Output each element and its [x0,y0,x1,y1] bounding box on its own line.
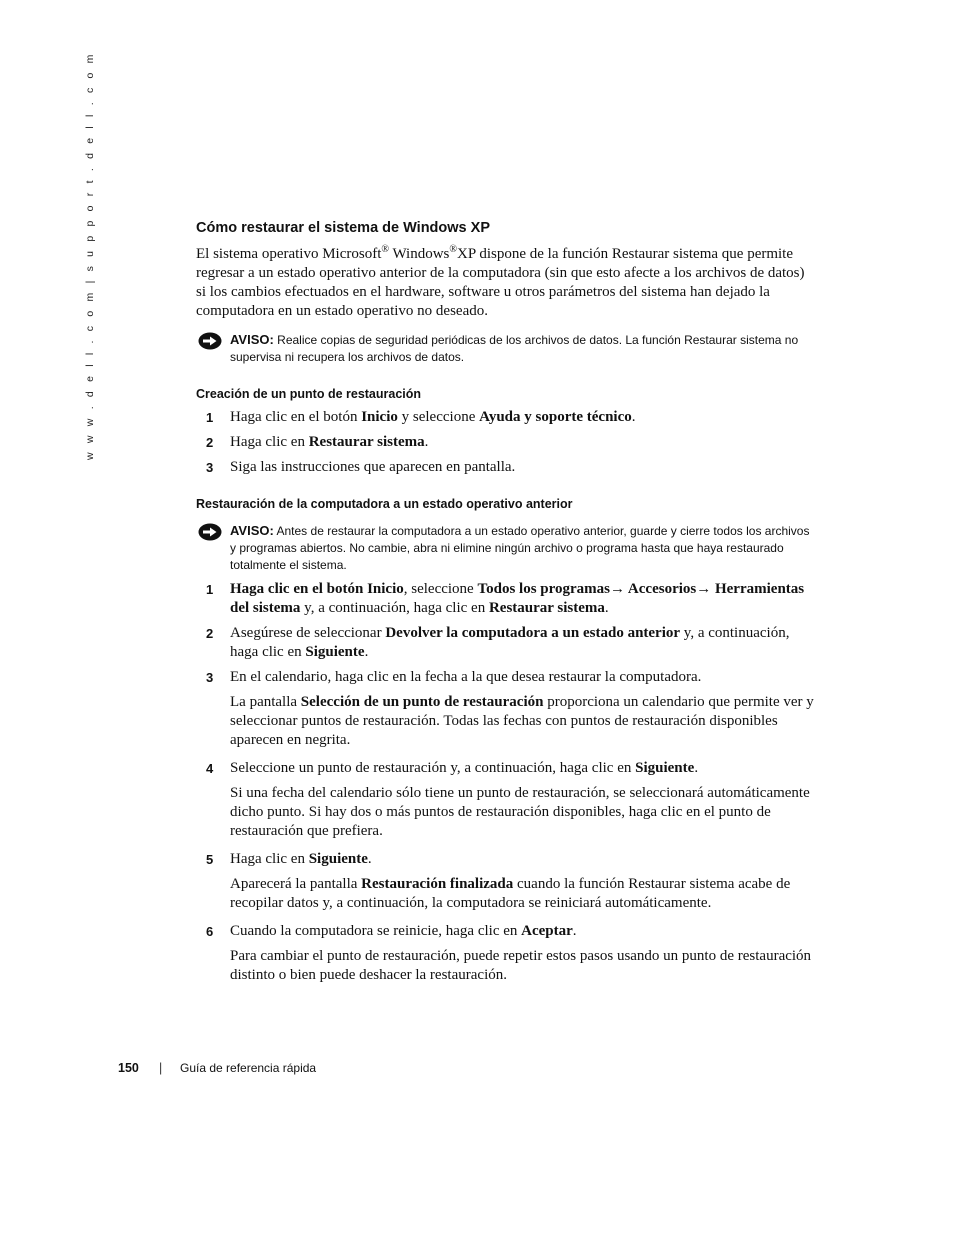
footer-separator: | [159,1061,163,1075]
step-detail: La pantalla Selección de un punto de restauración proporciona un calendario que permite ver y seleccionar puntos de restauración. Todas las fechas con puntos de restauración disponibles aparecen en negrita. [230,694,814,748]
create-point-steps [196,408,816,477]
notice-arrow-icon [198,523,222,541]
step-detail: Aparecerá la pantalla Restauración finalizada cuando la función Restaurar sistema acabe de recopilar datos y, a continuación, la computadora se reiniciará automáticamente. [230,876,791,911]
list-item: 4 Seleccione un punto de restauración y, a continuación, haga clic en Siguiente. Si una fecha del calendario sólo tiene un punto de restauración, se seleccionará automáticamente dicho punto. Si hay dos o más puntos de restauración disponibles, haga clic en el punto de restauración que prefiera. [196,759,816,841]
side-url-text: w w w . d e l l . c o m | s u p p o r t . d e l l . c o m [84,51,96,460]
footer-title: Guía de referencia rápida [180,1061,317,1075]
list-item: 1 Haga clic en el botón Inicio y seleccione Ayuda y soporte técnico. [206,409,636,425]
list-item: 5 Haga clic en Siguiente. Aparecerá la pantalla Restauración finalizada cuando la función Restaurar sistema acabe de recopilar datos y, a continuación, la computadora se reiniciará automáticamente. [196,850,816,913]
restore-steps [196,580,816,985]
intro-paragraph: El sistema operativo Microsoft® Windows®XP dispone de la función Restaurar sistema que permite regresar a un estado operativo anterior de la computadora (sin que esto afecte a los archivos de datos) si los cambios efectuados en el hardware, software u otros parámetros del sistema han dejado la computadora en un estado operativo no deseado. [196,244,805,319]
section-heading: Cómo restaurar el sistema de Windows XP [196,220,490,236]
page-content [196,218,816,985]
subheading-create-point: Creación de un punto de restauración [196,387,422,401]
list-item: 1 Haga clic en el botón Inicio, seleccione Todos los programas→ Accesorios→ Herramientas del sistema y, a continuación, haga clic en Restaurar sistema. [206,581,805,616]
step-detail: Si una fecha del calendario sólo tiene un punto de restauración, se seleccionará automáticamente dicho punto. Si hay dos o más puntos de restauración disponibles, haga clic en el punto de restauración que prefiera. [230,785,810,839]
side-url [84,51,100,462]
step-detail: Para cambiar el punto de restauración, puede repetir estos pasos usando un punto de restauración distinto o bien puede deshacer la restauración. [230,948,812,983]
list-item: 3 Siga las instrucciones que aparecen en pantalla. [206,459,516,475]
list-item: 3 En el calendario, haga clic en la fecha a la que desea restaurar la computadora. La pantalla Selección de un punto de restauración proporciona un calendario que permite ver y seleccionar puntos de restauración. Todas las fechas con puntos de restauración disponibles aparecen en negrita. [196,668,816,750]
page-number: 150 [118,1061,139,1075]
notice-arrow-icon [198,332,222,350]
subheading-restore: Restauración de la computadora a un estado operativo anterior [196,497,573,511]
notice-backup: AVISO: Realice copias de seguridad periódicas de los archivos de datos. La función Restaurar sistema no supervisa ni recupera los archivos de datos. [196,331,816,366]
notice-restore: AVISO: Antes de restaurar la computadora a un estado operativo anterior, guarde y cierre todos los archivos y programas abiertos. No cambie, abra ni elimine ningún archivo o programa hasta que haya restaurado totalmente el sistema. [196,522,816,574]
list-item: 2 Haga clic en Restaurar sistema. [206,434,429,450]
list-item: 6 Cuando la computadora se reinicie, haga clic en Aceptar. Para cambiar el punto de restauración, puede repetir estos pasos usando un punto de restauración distinto o bien puede deshacer la restauración. [196,922,816,985]
list-item: 2 Asegúrese de seleccionar Devolver la computadora a un estado anterior y, a continuación, haga clic en Siguiente. [206,625,790,660]
